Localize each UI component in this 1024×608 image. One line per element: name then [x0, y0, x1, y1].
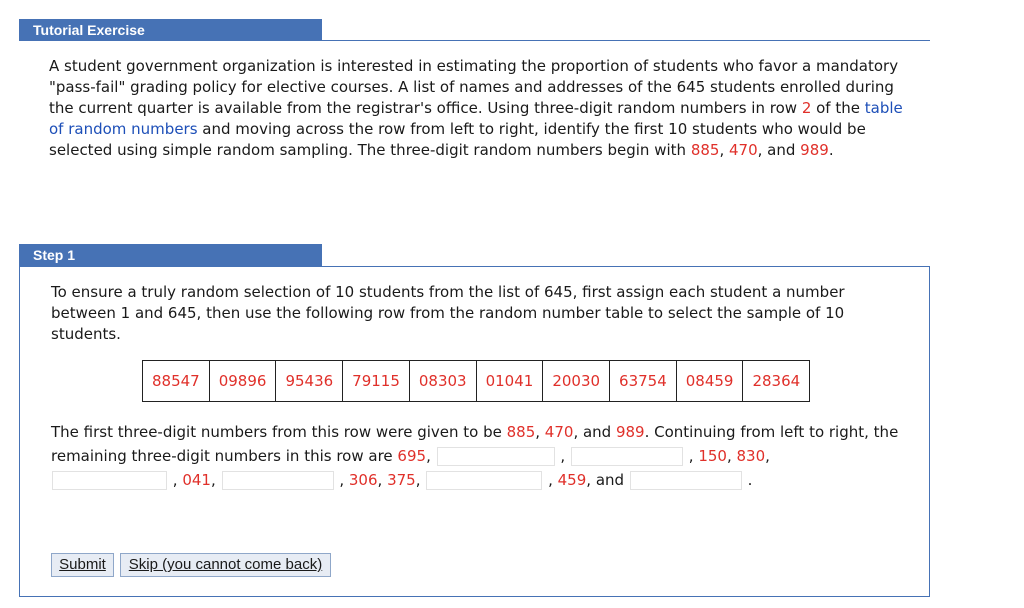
random-number-cell: 63754: [610, 361, 677, 402]
tutorial-header-rule: [19, 40, 930, 41]
random-number-row-table: [142, 360, 810, 402]
answer-input-2[interactable]: [571, 447, 683, 466]
random-number-cell: 79115: [343, 361, 410, 402]
given-number: 989: [800, 141, 829, 159]
random-number-cell: 08459: [676, 361, 743, 402]
shown-number: 041: [182, 471, 211, 489]
random-number-cell: 08303: [409, 361, 476, 402]
step-intro-text: To ensure a truly random selection of 10 students from the list of 645, first assign each student a number between 1 and 645, then use the following row from the random number table to select the sample of 10 students.: [51, 283, 845, 343]
problem-statement: A student government organization is interested in estimating the proportion of students who favor a mandatory "pass-fail" grading policy for elective courses. A list of names and addresses of the 645 students enrolled during the current quarter is available from the registrar's office. Using three-digit random numbers in row 2 of the table of random numbers and moving across the row from left to right, identify the first 10 students who would be selected using simple random sampling. The three-digit random numbers begin with 885, 470, and 989.: [49, 57, 903, 159]
random-number-cell: 09896: [209, 361, 276, 402]
skip-button[interactable]: Skip (you cannot come back): [120, 553, 331, 577]
random-numbers-table-link[interactable]: table of random numbers: [49, 99, 903, 138]
row-number: 2: [801, 99, 812, 117]
continuation-text: The first three-digit numbers from this row were given to be 885, 470, and 989. Continuing from left to right, the remaining three-digit numbers in this row are 695, , , 150, 830, , 041, , 306, 375, , 459, and .: [51, 423, 899, 489]
given-number: 885: [506, 423, 536, 441]
shown-number: 375: [387, 471, 416, 489]
shown-number: 150: [698, 447, 727, 465]
answer-input-4[interactable]: [222, 471, 334, 490]
answer-input-5[interactable]: [426, 471, 542, 490]
shown-number: 830: [736, 447, 766, 465]
random-number-cell: 01041: [476, 361, 543, 402]
given-number: 470: [544, 423, 574, 441]
random-number-cell: 20030: [543, 361, 610, 402]
step-1-header: Step 1: [19, 244, 322, 266]
random-number-cell: 95436: [276, 361, 343, 402]
given-number: 885: [690, 141, 720, 159]
answer-input-3[interactable]: [52, 471, 167, 490]
shown-number: 306: [348, 471, 378, 489]
random-number-cell: 28364: [743, 361, 810, 402]
shown-number: 459: [557, 471, 587, 489]
shown-number: 695: [397, 447, 427, 465]
tutorial-exercise-header: Tutorial Exercise: [19, 19, 322, 41]
given-number: 470: [729, 141, 758, 159]
answer-input-6[interactable]: [630, 471, 742, 490]
given-number: 989: [615, 423, 645, 441]
answer-input-1[interactable]: [437, 447, 555, 466]
submit-button[interactable]: Submit: [51, 553, 114, 577]
random-number-cell: 88547: [143, 361, 210, 402]
